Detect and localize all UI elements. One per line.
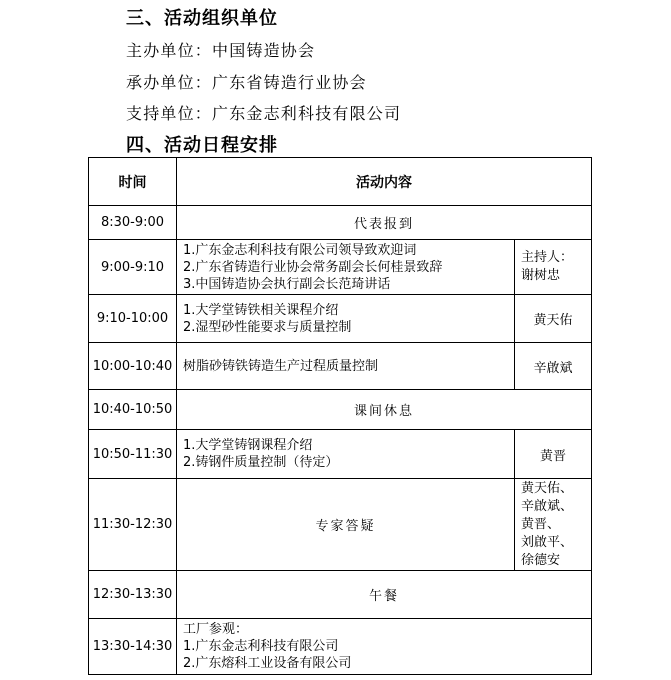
speaker-line: 辛啟斌、 — [521, 498, 574, 514]
speaker-line: 徐德安 — [521, 552, 561, 568]
speaker-line: 谢树忠 — [521, 268, 561, 283]
speaker-cell — [515, 240, 592, 295]
content-cell: 课间休息 — [177, 390, 592, 430]
speaker-line: 刘啟平、 — [521, 534, 574, 550]
content-line: 2.湿型砂性能要求与质量控制 — [183, 319, 352, 335]
content-cell: 专家答疑 — [177, 479, 515, 571]
speaker-cell: 辛啟斌 — [515, 343, 592, 390]
table-row — [89, 571, 592, 619]
section4-heading: 四、活动日程安排 — [126, 135, 278, 156]
schedule-table — [88, 157, 592, 675]
time-cell: 13:30-14:30 — [89, 619, 177, 675]
content-cell — [177, 295, 515, 343]
content-cell: 午餐 — [177, 571, 592, 619]
speaker-cell — [515, 479, 592, 571]
table-row — [89, 619, 592, 675]
time-cell: 8:30-9:00 — [89, 206, 177, 240]
section3-heading: 三、活动组织单位 — [126, 8, 278, 29]
speaker-cell: 黄晋 — [515, 430, 592, 479]
header-content: 活动内容 — [177, 158, 592, 206]
speaker-line: 主持人： — [521, 250, 574, 265]
header-time: 时间 — [89, 158, 177, 206]
table-row — [89, 390, 592, 430]
content-cell — [177, 430, 515, 479]
table-row — [89, 343, 592, 390]
time-cell: 9:10-10:00 — [89, 295, 177, 343]
time-cell: 11:30-12:30 — [89, 479, 177, 571]
organizer-supporter: 支持单位：广东金志利科技有限公司 — [126, 104, 402, 123]
content-line: 3.中国铸造协会执行副会长范琦讲话 — [183, 276, 391, 292]
time-cell: 10:00-10:40 — [89, 343, 177, 390]
content-line: 1.广东金志利科技有限公司领导致欢迎词 — [183, 242, 417, 258]
content-line: 2.铸钢件质量控制（待定） — [183, 455, 339, 470]
time-cell: 12:30-13:30 — [89, 571, 177, 619]
table-header-row — [89, 158, 592, 206]
time-cell: 10:40-10:50 — [89, 390, 177, 430]
organizer-undertaker: 承办单位：广东省铸造行业协会 — [126, 73, 367, 92]
table-row — [89, 430, 592, 479]
table-row — [89, 479, 592, 571]
table-row — [89, 295, 592, 343]
content-line: 2.广东熔科工业设备有限公司 — [183, 656, 352, 671]
table-row — [89, 206, 592, 240]
speaker-line: 黄晋、 — [521, 516, 561, 532]
table-row — [89, 240, 592, 295]
content-cell: 树脂砂铸铁铸造生产过程质量控制 — [177, 343, 515, 390]
content-line: 1.广东金志利科技有限公司 — [183, 639, 339, 654]
content-line: 1.大学堂铸铁相关课程介绍 — [183, 302, 339, 318]
content-line: 2.广东省铸造行业协会常务副会长何桂景致辞 — [183, 259, 443, 275]
content-line: 工厂参观： — [183, 622, 249, 637]
time-cell: 10:50-11:30 — [89, 430, 177, 479]
content-line: 1.大学堂铸钢课程介绍 — [183, 438, 313, 453]
content-cell — [177, 240, 515, 295]
organizer-host: 主办单位：中国铸造协会 — [126, 41, 316, 60]
time-cell: 9:00-9:10 — [89, 240, 177, 295]
speaker-cell: 黄天佑 — [515, 295, 592, 343]
speaker-line: 黄天佑、 — [521, 480, 574, 496]
content-cell — [177, 619, 592, 675]
content-cell: 代表报到 — [177, 206, 592, 240]
